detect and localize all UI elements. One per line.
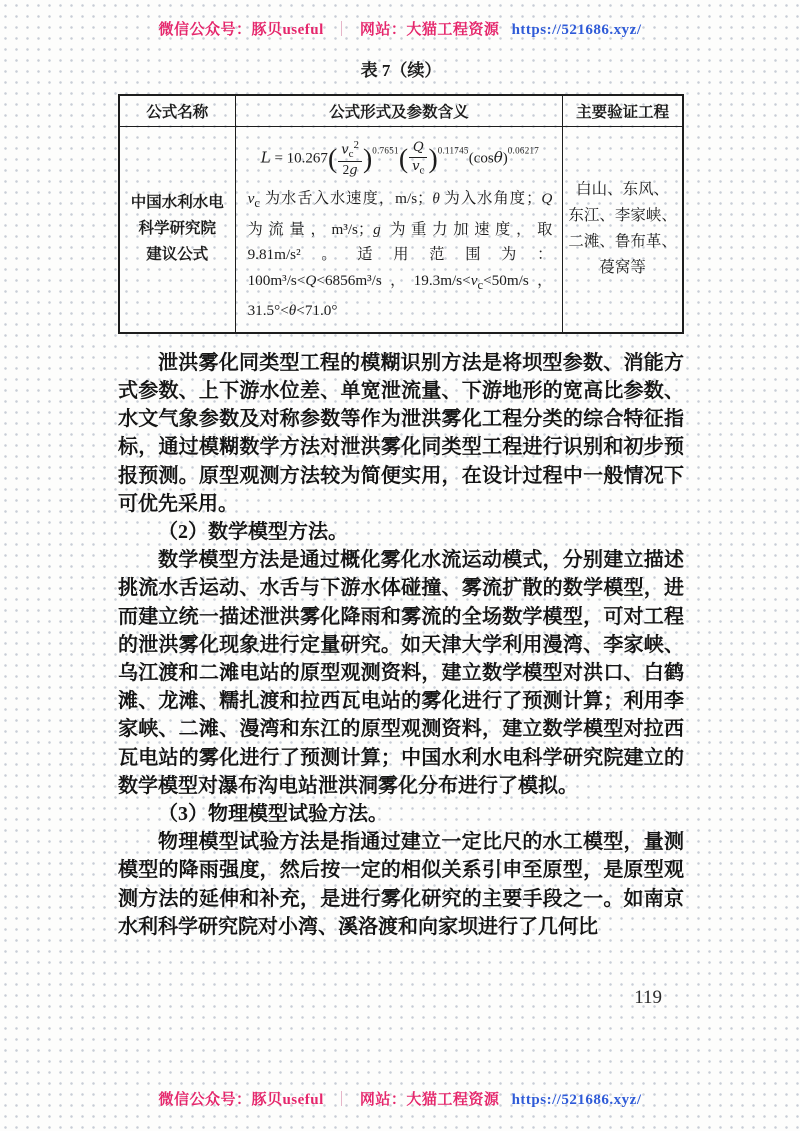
- watermark-separator: ｜: [334, 22, 350, 38]
- watermark-url-link[interactable]: https://521686.xyz/: [511, 1092, 642, 1108]
- formula-equation: L = 10.267( $\frac{v_c^2}{2g}$ )$^{0.7651}$( $\frac{Q}{v_c}$ )$^{0.11745}(\cos\theta)^{0.06217}$: [260, 138, 540, 178]
- body-text: [118, 349, 684, 941]
- header-formula-name: 公式名称: [119, 95, 235, 126]
- watermark-site-text: 网站：大猫工程资源: [359, 22, 500, 38]
- table-caption: 表 7（续）: [360, 61, 442, 80]
- watermark-account-text: 微信公众号：豚贝useful: [158, 1092, 324, 1108]
- watermark-url-link[interactable]: https://521686.xyz/: [511, 22, 642, 38]
- formula-parameters-text: $v_c$ 为水舌入水速度，m/s；θ 为入水角度；Q 为流量，m³/s；g 为重力加速度，取 9.81m/s²。适用范围为：100m³/s<Q<6856m³/s，$19.3m/s<v_c<50m/s$，31.5°<θ<71.0°: [247, 190, 553, 320]
- table-row: [119, 126, 683, 333]
- table-header-row: [119, 95, 683, 126]
- paragraph-physical-model: 物理模型试验方法是指通过建立一定比尺的水工模型，量测模型的降雨强度，然后按一定的相似关系引申至原型，是原型观测方法的延伸和补充，是进行雾化研究的主要手段之一。如南京水利科学研究院对小湾、溪洛渡和向家坝进行了几何比: [118, 831, 684, 938]
- header-watermark: [0, 18, 800, 39]
- watermark-separator: ｜: [334, 1092, 350, 1108]
- project-line: 葠窝等: [599, 259, 646, 277]
- paragraph-fuzzy-method: 泄洪雾化同类型工程的模糊识别方法是将坝型参数、消能方式参数、上下游水位差、单宽泄流量、下游地形的宽高比参数、水文气象参数及对称参数等作为泄洪雾化工程分类的综合特征指标，通过模糊数学方法对泄洪雾化同类型工程进行识别和初步预报预测。原型观测方法较为简便实用，在设计过程中一般情况下可优先采用。: [118, 351, 684, 515]
- formula-form-cell: [235, 126, 563, 333]
- page-content: [118, 56, 684, 1009]
- formula-name-line: 科学研究院: [138, 220, 217, 238]
- formula-name-line: 建议公式: [146, 246, 209, 264]
- project-line: 二滩、鲁布革、: [568, 233, 677, 251]
- formula-name-cell: [119, 126, 235, 333]
- project-line: 白山、东风、: [576, 181, 670, 199]
- project-line: 东江、李家峡、: [568, 207, 677, 225]
- header-verified-projects: 主要验证工程: [563, 95, 683, 126]
- heading-math-model-method: （2）数学模型方法。: [158, 520, 348, 543]
- heading-physical-model-method: （3）物理模型试验方法。: [158, 802, 388, 825]
- header-formula-form: 公式形式及参数含义: [235, 95, 563, 126]
- formula-table-body: [119, 126, 683, 333]
- formula-name-line: 中国水利水电: [130, 194, 224, 212]
- watermark-site-text: 网站：大猫工程资源: [359, 1092, 500, 1108]
- footer-watermark: [0, 1088, 800, 1109]
- formula-table: [118, 94, 684, 334]
- page-number: 119: [634, 986, 662, 1008]
- paragraph-math-model: 数学模型方法是通过概化雾化水流运动模式，分别建立描述挑流水舌运动、水舌与下游水体碰撞、雾流扩散的数学模型，进而建立统一描述泄洪雾化降雨和雾流的全场数学模型，可对工程的泄洪雾化现象进行定量研究。如天津大学利用漫湾、李家峡、乌江渡和二滩电站的原型观测资料，建立数学模型对洪口、白鹤滩、龙滩、糯扎渡和拉西瓦电站的雾化进行了预测计算；利用李家峡、二滩、漫湾和东江的原型观测资料，建立数学模型对拉西瓦电站的雾化进行了预测计算；中国水利水电科学研究院建立的数学模型对瀑布沟电站泄洪洞雾化分布进行了模拟。: [118, 549, 684, 797]
- watermark-account-text: 微信公众号：豚贝useful: [158, 22, 324, 38]
- projects-cell: [563, 126, 683, 333]
- formula-table-header: [119, 95, 683, 126]
